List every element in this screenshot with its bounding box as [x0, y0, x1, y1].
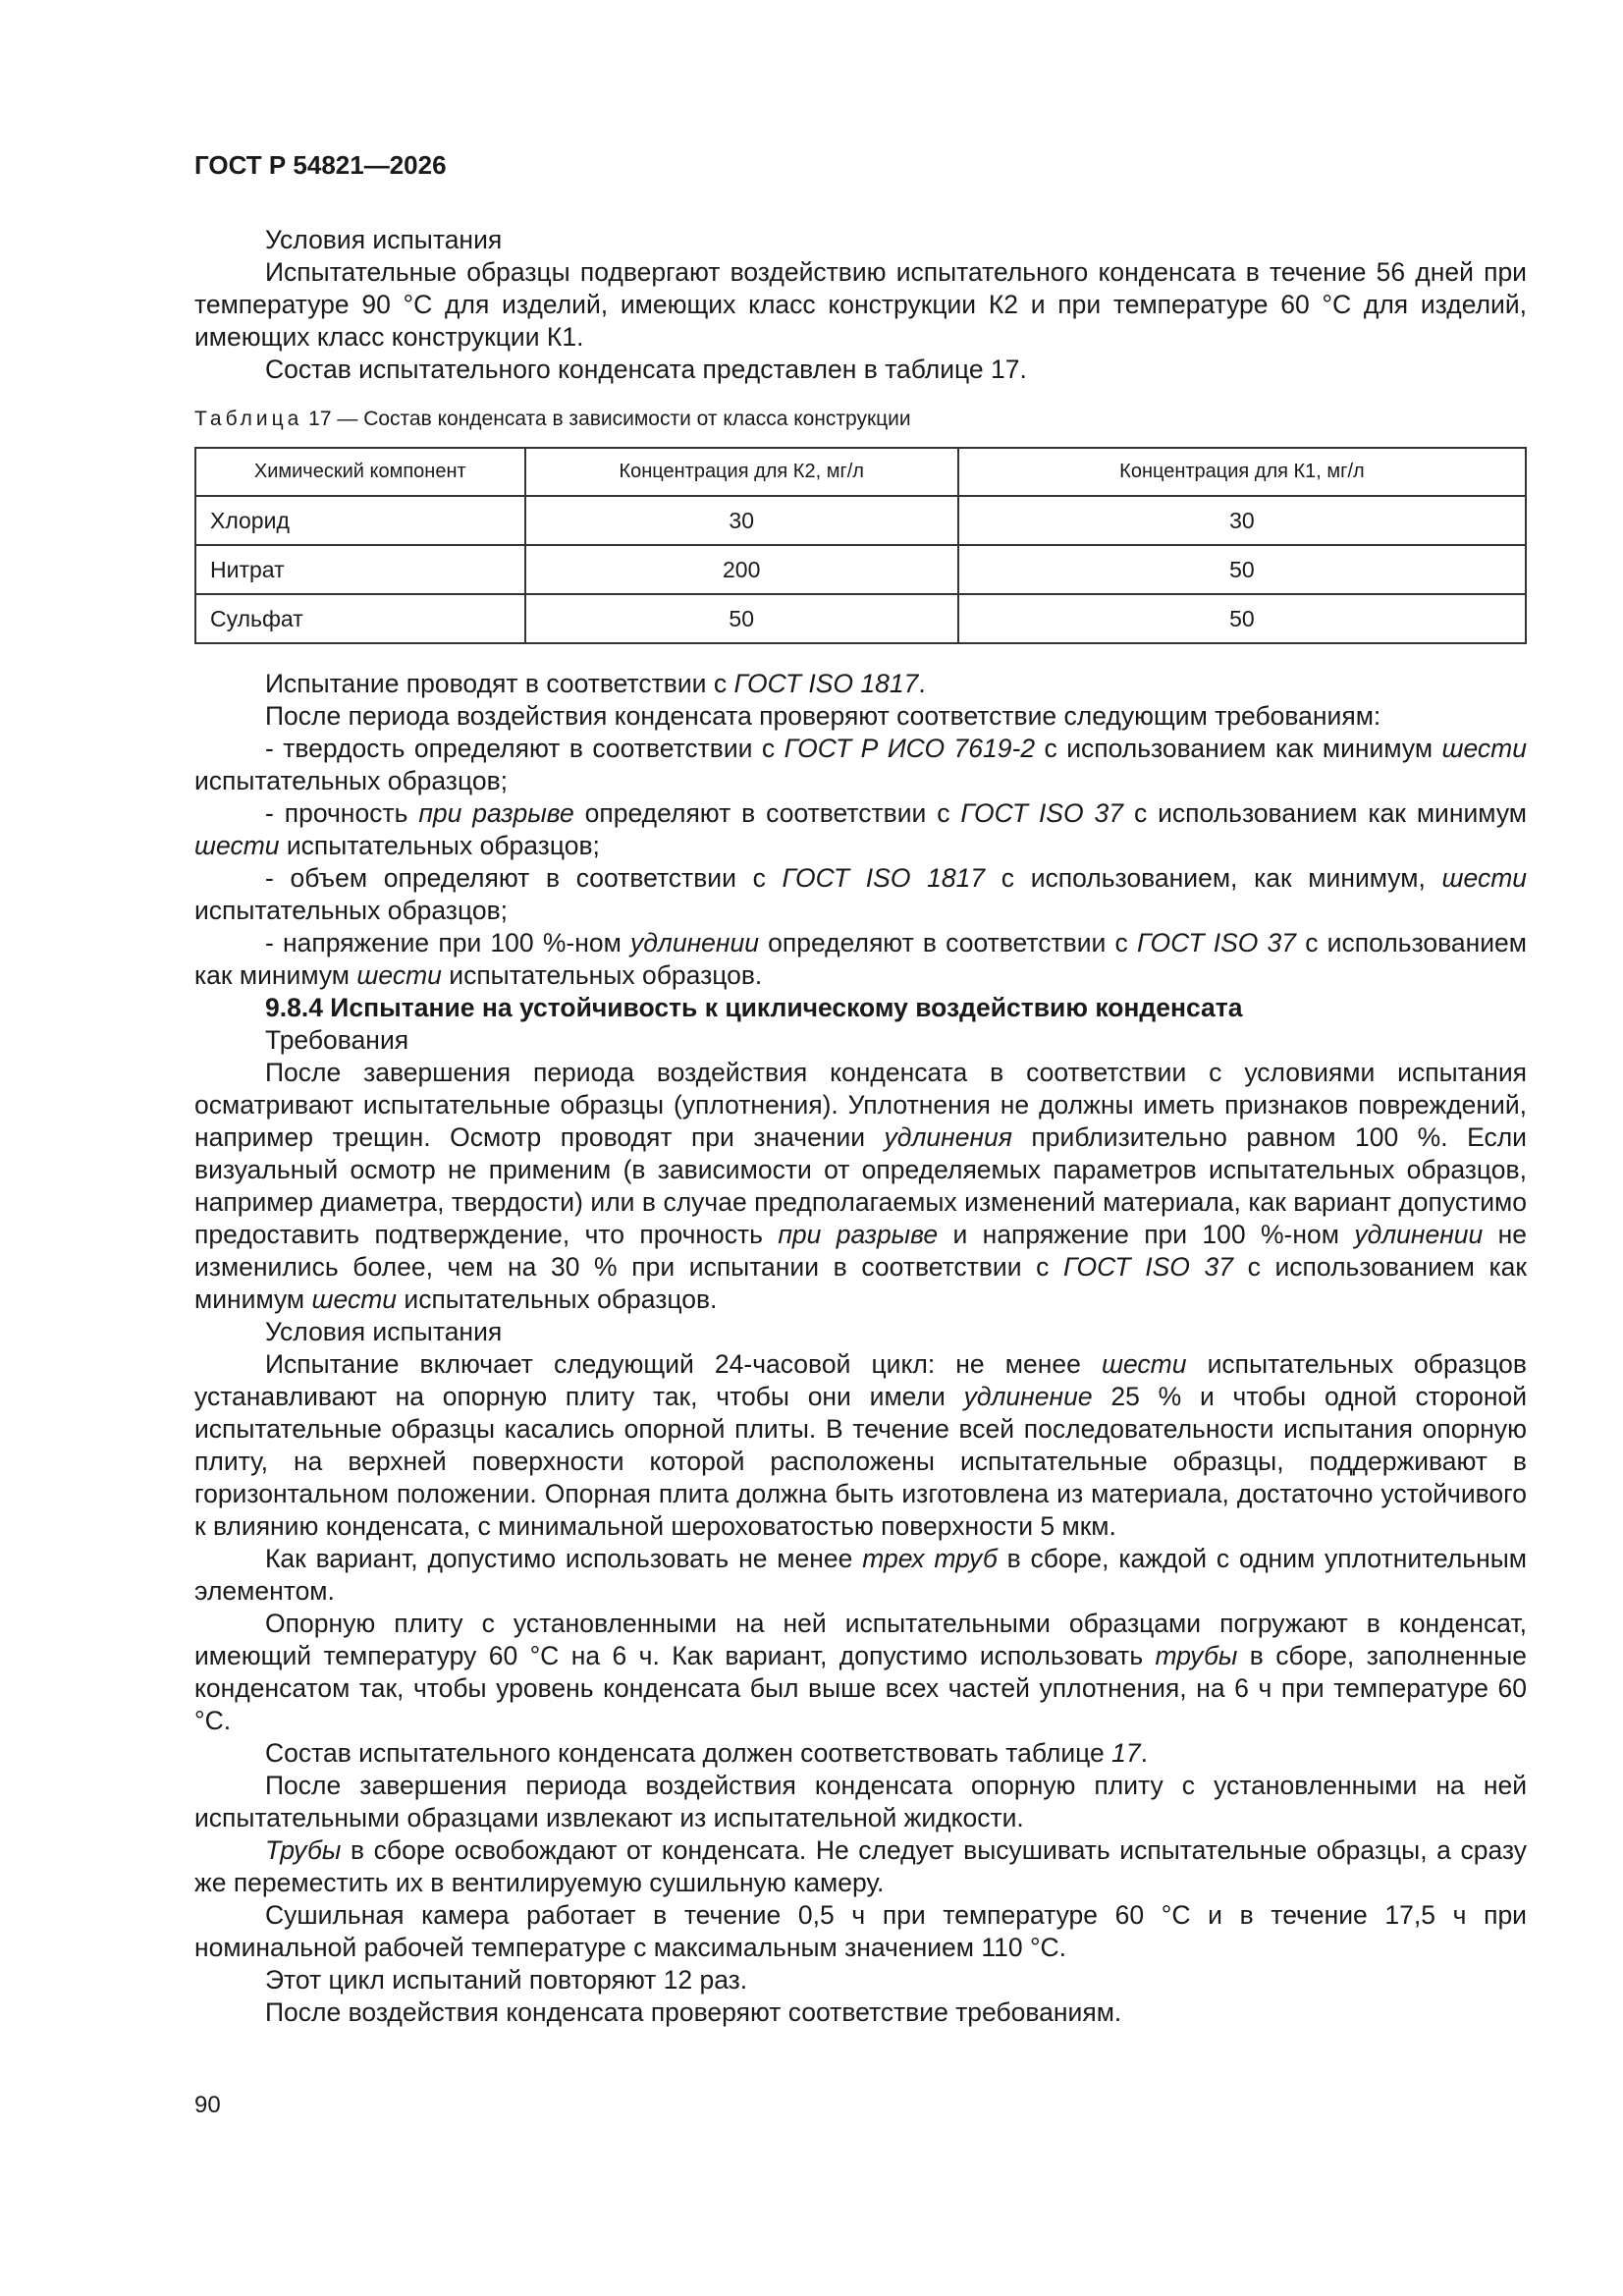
table-caption	[194, 406, 1527, 433]
condensate-composition-table	[194, 447, 1527, 644]
repeat-paragraph: Этот цикл испытаний повторяют 12 раз.	[265, 1965, 748, 1995]
table-row	[195, 545, 1526, 594]
table-cell: 30	[525, 496, 958, 545]
table-header-row	[195, 448, 1526, 496]
cycle-paragraph: Испытание включает следующий 24-часовой цикл: не менее шести испытательных образцов устанавливают на опорную плиту так, чтобы они имели удлинение 25 % и чтобы одной стороной испытательные образцы касались опорной плиты. В течение всей последовательности испытания опорную плиту, на верхней поверхности которой расположены испытательные образцы, поддерживают в горизонтальном положении. Опорная плита должна быть изготовлена из материала, достаточно устойчивого к влиянию конденсата, с минимальной шероховатостью поверхности 5 мкм.	[194, 1349, 1527, 1541]
final-check-paragraph: После воздействия конденсата проверяют соответствие требованиям.	[265, 1997, 1122, 2027]
page-number: 90	[194, 2092, 221, 2118]
list-item: - твердость определяют в соответствии с ГОСТ Р ИСО 7619-2 с использованием как минимум шести испытательных образцов;	[194, 734, 1527, 795]
conditions-paragraph: Испытательные образцы подвергают воздействию испытательного конденсата в течение 56 дней при температуре 90 °C для изделий, имеющих класс конструкции К2 и при температуре 60 °C для изделий, имеющих класс конструкции К1.	[194, 257, 1527, 352]
removal-paragraph: После завершения периода воздействия конденсата опорную плиту с установленными на ней испытательными образцами извлекают из испытательной жидкости.	[194, 1771, 1527, 1832]
requirements-intro-paragraph: После периода воздействия конденсата проверяют соответствие следующим требованиям:	[265, 701, 1381, 731]
table-reference-paragraph: Состав испытательного конденсата представлен в таблице 17.	[265, 355, 1027, 384]
immersion-paragraph: Опорную плиту с установленными на ней испытательными образцами погружают в конденсат, имеющий температуру 60 °C на 6 ч. Как вариант, допустимо использовать трубы в сборе, заполненные конденсатом так, чтобы уровень конденсата был выше всех частей уплотнения, на 6 ч при температуре 60 °C.	[194, 1609, 1527, 1735]
requirements-paragraph: После завершения периода воздействия конденсата в соответствии с условиями испытания осматривают испытательные образцы (уплотнения). Уплотнения не должны иметь признаков повреждений, например трещин. Осмотр проводят при значении удлинения приблизительно равном 100 %. Если визуальный осмотр не применим (в зависимости от определяемых параметров испытательных образцов, например диаметра, твердости) или в случае предполагаемых изменений материала, как вариант допустимо предоставить подтверждение, что прочность при разрыве и напряжение при 100 %-ном удлинении не изменились более, чем на 30 % при испытании в соответствии с ГОСТ ISO 37 с использованием как минимум шести испытательных образцов.	[194, 1058, 1528, 1314]
table-caption-text: 17 — Состав конденсата в зависимости от класса конструкции	[302, 408, 911, 430]
table-header-cell: Концентрация для К2, мг/л	[525, 448, 958, 496]
table-header-cell: Химический компонент	[195, 448, 525, 496]
table-cell: 50	[958, 594, 1526, 643]
document-page	[194, 137, 1527, 2029]
table-cell: 50	[525, 594, 958, 643]
table-row	[195, 496, 1526, 545]
table-cell: Хлорид	[195, 496, 525, 545]
test-standard-paragraph: Испытание проводят в соответствии с ГОСТ ISO 1817.	[265, 669, 926, 698]
requirements-title: Требования	[265, 1025, 409, 1055]
table-header-cell: Концентрация для К1, мг/л	[958, 448, 1526, 496]
table-row	[195, 594, 1526, 643]
table-cell: 30	[958, 496, 1526, 545]
table-cell: Сульфат	[195, 594, 525, 643]
drying-paragraph: Трубы в сборе освобождают от конденсата. Не следует высушивать испытательные образцы, а сразу же переместить их в вентилируемую сушильную камеру.	[194, 1835, 1527, 1897]
list-item: - напряжение при 100 %-ном удлинении определяют в соответствии с ГОСТ ISO 37 с использованием как минимум шести испытательных образцов.	[194, 928, 1528, 990]
document-code: ГОСТ Р 54821—2026	[194, 150, 447, 180]
table-cell: Нитрат	[195, 545, 525, 594]
list-item: - прочность при разрыве определяют в соответствии с ГОСТ ISO 37 с использованием как минимум шести испытательных образцов;	[194, 798, 1527, 860]
table-cell: 200	[525, 545, 958, 594]
conditions-title: Условия испытания	[265, 1317, 503, 1346]
chamber-paragraph: Сушильная камера работает в течение 0,5 ч при температуре 60 °C и в течение 17,5 ч при номинальной рабочей температуре с максимальным значением 110 °C.	[194, 1900, 1527, 1962]
list-item: - объем определяют в соответствии с ГОСТ ISO 1817 с использованием, как минимум, шести испытательных образцов;	[194, 863, 1528, 925]
table-cell: 50	[958, 545, 1526, 594]
alternative-paragraph: Как вариант, допустимо использовать не менее трех труб в сборе, каждой с одним уплотнительным элементом.	[194, 1544, 1528, 1606]
section-heading: 9.8.4 Испытание на устойчивость к циклическому воздействию конденсата	[265, 993, 1243, 1022]
table-caption-label: Таблица	[194, 408, 303, 430]
composition-paragraph: Состав испытательного конденсата должен соответствовать таблице 17.	[265, 1738, 1148, 1768]
conditions-title: Условия испытания	[265, 225, 503, 254]
